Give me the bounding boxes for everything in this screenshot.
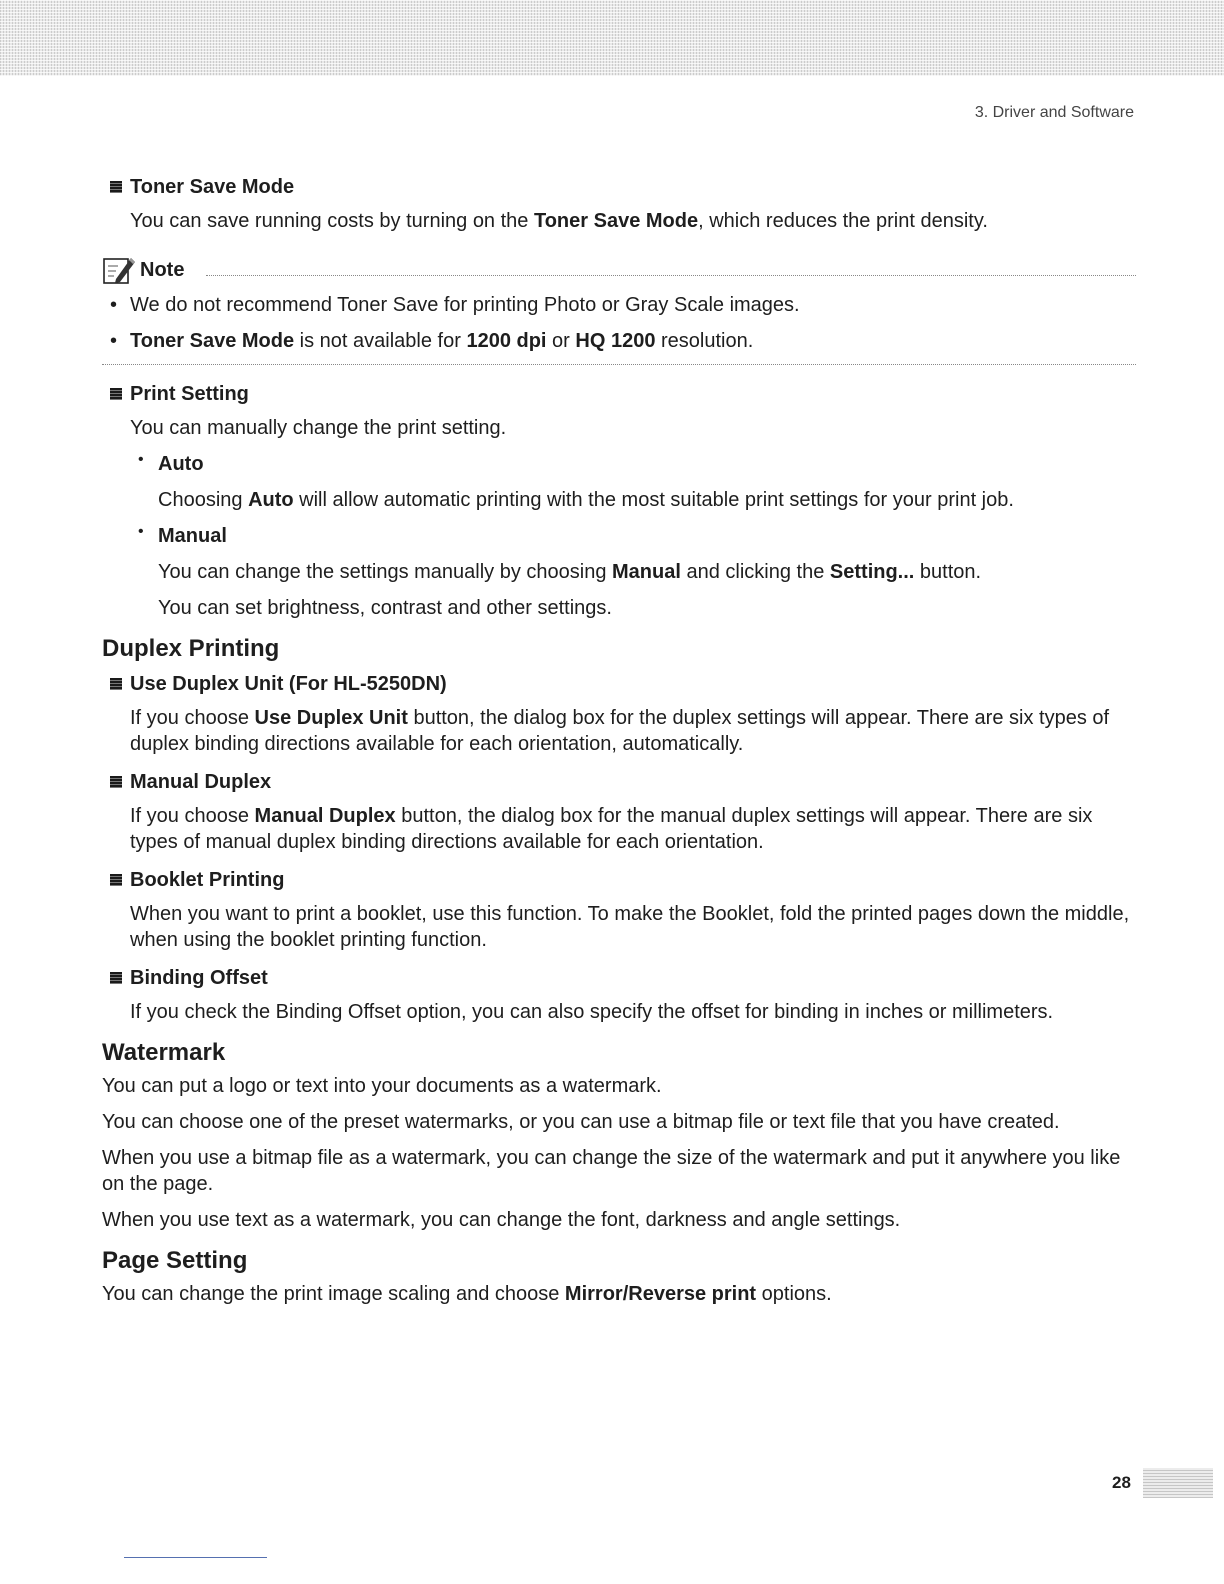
use-duplex-unit-text: If you choose Use Duplex Unit button, the dialog box for the duplex settings will appear. There are six types of duplex binding directions available for each orientation, automatically. <box>130 707 1110 755</box>
option-manual-text: You can change the settings manually by choosing Manual and clicking the Setting... button. <box>158 561 982 583</box>
booklet-printing-section <box>102 865 1136 953</box>
bullet-icon: • <box>110 330 118 352</box>
manual-duplex-section <box>102 767 1136 855</box>
square-bullet-icon <box>110 388 122 400</box>
binding-offset-text: If you check the Binding Offset option, you can also specify the offset for binding in inches or millimeters. <box>130 1001 1054 1023</box>
option-manual <box>102 523 1136 549</box>
note-list <box>102 292 1136 354</box>
bullet-icon: • <box>110 294 118 316</box>
note-divider <box>206 275 1136 276</box>
subsection-title: Booklet Printing <box>130 869 285 891</box>
subsection-title: Print Setting <box>130 383 249 405</box>
option-manual-text-2: You can set brightness, contrast and other settings. <box>158 597 612 619</box>
print-setting-text: You can manually change the print setting. <box>130 417 507 439</box>
print-setting-section <box>102 379 1136 441</box>
section-heading-watermark: Watermark <box>102 1039 226 1066</box>
option-title: Manual <box>158 525 227 547</box>
watermark-paragraph: You can choose one of the preset watermarks, or you can use a bitmap file or text file that you have created. <box>102 1111 1060 1133</box>
option-auto-text: Choosing Auto will allow automatic printing with the most suitable print settings for your print job. <box>158 489 1014 511</box>
square-bullet-icon <box>110 678 122 690</box>
note-header <box>102 254 1136 286</box>
bullet-icon: • <box>138 451 144 468</box>
toner-save-section <box>102 172 1136 234</box>
watermark-paragraph: You can put a logo or text into your documents as a watermark. <box>102 1075 662 1097</box>
square-bullet-icon <box>110 972 122 984</box>
page-corner-band <box>1143 1468 1213 1498</box>
note-item: • We do not recommend Toner Save for printing Photo or Gray Scale images. <box>110 294 800 316</box>
subsection-title: Toner Save Mode <box>130 176 295 198</box>
binding-offset-section <box>102 963 1136 1025</box>
bullet-icon: • <box>138 523 144 540</box>
subsection-title: Binding Offset <box>130 967 268 989</box>
header-band <box>0 0 1224 76</box>
square-bullet-icon <box>110 181 122 193</box>
section-heading-page-setting: Page Setting <box>102 1247 248 1274</box>
page-setting-text: You can change the print image scaling and choose Mirror/Reverse print options. <box>102 1283 832 1305</box>
note-box <box>102 254 1136 365</box>
section-heading-duplex: Duplex Printing <box>102 635 280 662</box>
watermark-paragraph: When you use a bitmap file as a watermark, you can change the size of the watermark and put it anywhere you like on the page. <box>102 1147 1121 1195</box>
subsection-title: Use Duplex Unit (For HL-5250DN) <box>130 673 447 695</box>
manual-duplex-text: If you choose Manual Duplex button, the dialog box for the manual duplex settings will appear. There are six types of manual duplex binding directions available for each orientation. <box>130 805 1093 853</box>
page-number: 28 <box>1112 1473 1131 1492</box>
subsection-title: Manual Duplex <box>130 771 272 793</box>
square-bullet-icon <box>110 776 122 788</box>
option-auto <box>102 451 1136 477</box>
running-header: 3. Driver and Software <box>974 104 1134 121</box>
square-bullet-icon <box>110 874 122 886</box>
watermark-paragraph: When you use text as a watermark, you can change the font, darkness and angle settings. <box>102 1209 901 1231</box>
use-duplex-unit-section <box>102 669 1136 757</box>
note-divider <box>102 364 1136 365</box>
booklet-printing-text: When you want to print a booklet, use this function. To make the Booklet, fold the printed pages down the middle, when using the booklet printing function. <box>130 903 1130 951</box>
note-label: Note <box>140 258 185 281</box>
page-content <box>102 172 1136 1307</box>
toner-save-text: You can save running costs by turning on the Toner Save Mode, which reduces the print density. <box>130 210 988 232</box>
note-item: • Toner Save Mode is not available for 1200 dpi or HQ 1200 resolution. <box>110 330 754 352</box>
note-pencil-icon <box>102 255 136 285</box>
option-title: Auto <box>158 453 204 475</box>
footer-rule <box>124 1557 267 1558</box>
